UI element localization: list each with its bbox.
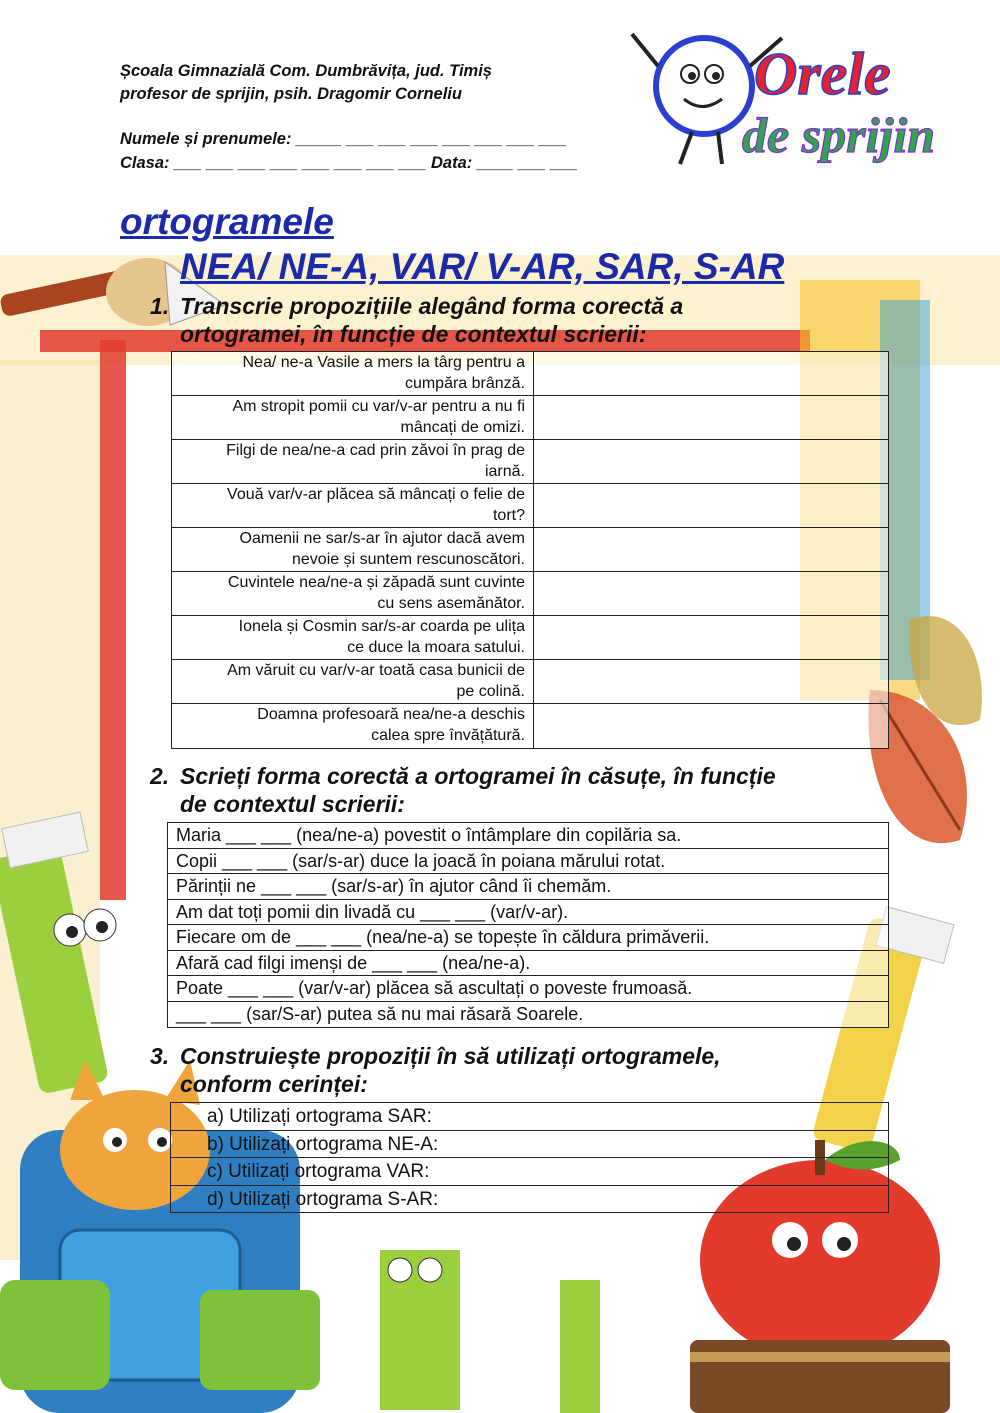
worksheet-title: ortogramele	[120, 201, 334, 242]
task-2-instruction	[150, 762, 776, 818]
construction-row[interactable]: a) Utilizați ortograma SAR:	[171, 1103, 888, 1131]
sentence-cell	[172, 528, 534, 571]
fill-in-row[interactable]: Am dat toți pomii din livadă cu ___ ___ (var/v-ar).	[168, 900, 888, 926]
answer-cell[interactable]	[534, 352, 888, 395]
sentence-line: cumpăra brânză.	[404, 374, 525, 392]
sentence-line: tort?	[492, 506, 525, 524]
sentence-line: pe colină.	[456, 682, 525, 700]
table-row	[172, 396, 888, 440]
task-text-line: Scrieți forma corectă a ortogramei în căsuțe, în funcție	[180, 763, 776, 789]
sentence-line: Am stropit pomii cu var/v-ar pentru a nu fi	[232, 398, 525, 415]
table-row	[172, 704, 888, 748]
sentence-line: Filgi de nea/ne-a cad prin zăvoi în prag de	[226, 442, 525, 459]
task-3-instruction	[150, 1042, 721, 1098]
orele-de-sprijin-logo	[622, 24, 982, 174]
task-text-line: ortogramei, în funcție de contextul scrierii:	[180, 321, 647, 347]
task-text-line: Transcrie propozițiile alegând forma corectă a	[180, 293, 684, 319]
sentence-cell	[172, 352, 534, 395]
task-number: 2.	[150, 763, 170, 789]
fill-in-row[interactable]: Părinții ne ___ ___ (sar/s-ar) în ajutor când îi chemăm.	[168, 874, 888, 900]
logo-word-orele: Orele	[754, 41, 891, 107]
task-number: 3.	[150, 1043, 170, 1069]
task-text-line: Construiește propoziții în să utilizați ortogramele,	[180, 1043, 721, 1069]
construction-row[interactable]: d) Utilizați ortograma S-AR:	[207, 1188, 439, 1210]
task-text-line: conform cerinței:	[180, 1071, 368, 1097]
logo-word-de-sprijin: de sprijin	[742, 107, 936, 163]
table-row	[172, 660, 888, 704]
sentence-line: Doamna profesoară nea/ne-a deschis	[257, 706, 525, 723]
worksheet-subtitle: NEA/ NE-A, VAR/ V-AR, SAR, S-AR	[180, 246, 785, 287]
sentence-line: Am văruit cu var/v-ar toată casa bunicii de	[227, 662, 525, 679]
fill-in-row[interactable]: Afară cad filgi imenși de ___ ___ (nea/ne-a).	[168, 951, 888, 977]
fill-in-row[interactable]: ___ ___ (sar/S-ar) putea să nu mai răsară Soarele.	[176, 1003, 584, 1024]
sentence-line: Ionela și Cosmin sar/s-ar coarda pe ulița	[238, 618, 525, 635]
sentence-cell	[172, 396, 534, 439]
answer-cell[interactable]	[534, 396, 888, 439]
sentence-line: Vouă var/v-ar plăcea să mâncați o felie de	[227, 486, 525, 503]
table-row	[172, 528, 888, 572]
letter-character-illustration	[380, 1250, 600, 1413]
sentence-cell	[172, 660, 534, 703]
sentence-line: iarnă.	[484, 462, 525, 480]
table-row	[172, 484, 888, 528]
sentence-cell	[172, 484, 534, 527]
sentence-line: Nea/ ne-a Vasile a mers la târg pentru a	[242, 354, 525, 371]
sentence-line: nevoie și suntem rescunoscători.	[292, 550, 525, 568]
fill-in-table	[167, 822, 889, 1028]
table-row	[172, 352, 888, 396]
fill-in-row[interactable]: Poate ___ ___ (var/v-ar) plăcea să ascultați o poveste frumoasă.	[168, 976, 888, 1002]
sentence-cell	[172, 616, 534, 659]
student-name-field[interactable]: Numele și prenumele: _____ ___ ___ ___ ___ ___ ___ ___	[120, 130, 567, 148]
transcription-table	[171, 351, 889, 749]
fill-in-row[interactable]: Maria ___ ___ (nea/ne-a) povestit o întâmplare din copilăria sa.	[168, 823, 888, 849]
task-1-instruction	[150, 292, 683, 348]
answer-cell[interactable]	[534, 440, 888, 483]
fill-in-row[interactable]: Copii ___ ___ (sar/s-ar) duce la joacă în poiana mărului rotat.	[168, 849, 888, 875]
sentence-line: ce duce la moara satului.	[347, 638, 525, 656]
sentence-line: calea spre învățătură.	[371, 726, 525, 744]
answer-cell[interactable]	[534, 528, 888, 571]
construction-row[interactable]: b) Utilizați ortograma NE-A:	[171, 1131, 888, 1159]
construction-row[interactable]: c) Utilizați ortograma VAR:	[171, 1158, 888, 1186]
class-date-field[interactable]: Clasa: ___ ___ ___ ___ ___ ___ ___ ___ Data: ____ ___ ___	[120, 154, 578, 172]
sentence-line: Oamenii ne sar/s-ar în ajutor dacă avem	[239, 530, 525, 547]
sentence-line: Cuvintele nea/ne-a și zăpadă sunt cuvinte	[227, 574, 525, 591]
answer-cell[interactable]	[534, 616, 888, 659]
sentence-cell	[172, 572, 534, 615]
fill-in-row[interactable]: Fiecare om de ___ ___ (nea/ne-a) se topește în căldura primăverii.	[168, 925, 888, 951]
task-number: 1.	[150, 293, 170, 319]
table-row	[172, 440, 888, 484]
table-row	[172, 572, 888, 616]
table-row	[172, 616, 888, 660]
answer-cell[interactable]	[534, 660, 888, 703]
teacher-name: profesor de sprijin, psih. Dragomir Corneliu	[120, 85, 462, 103]
sentence-cell	[172, 704, 534, 748]
school-name: Școala Gimnazială Com. Dumbrăvița, jud. Timiș	[120, 62, 492, 80]
sentence-cell	[172, 440, 534, 483]
sentence-construction-table	[170, 1102, 889, 1213]
answer-cell[interactable]	[534, 572, 888, 615]
task-text-line: de contextul scrierii:	[180, 791, 405, 817]
sentence-line: mâncați de omizi.	[400, 418, 525, 436]
sentence-line: cu sens asemănător.	[377, 594, 525, 612]
answer-cell[interactable]	[534, 484, 888, 527]
answer-cell[interactable]	[534, 704, 888, 748]
